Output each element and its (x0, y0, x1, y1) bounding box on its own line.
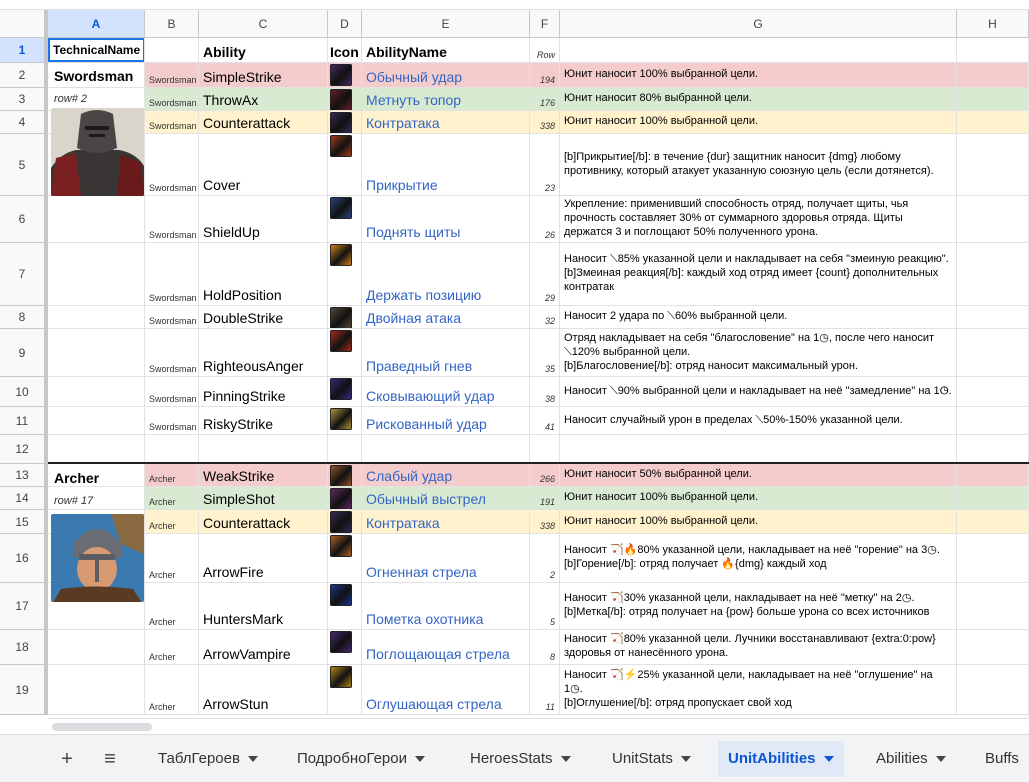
chevron-down-icon[interactable] (824, 756, 834, 762)
pin-icon (330, 378, 352, 400)
cell-row[interactable]: 23 (530, 134, 560, 195)
sheet-tab-label: Buffs (985, 750, 1019, 767)
cell-ability[interactable]: HoldPosition (199, 243, 328, 305)
cell-unit[interactable]: Archer (145, 630, 199, 664)
sheet-tab-abilities[interactable] (866, 741, 956, 777)
cell-h[interactable] (957, 510, 1029, 533)
cell-ability-name[interactable]: Обычный удар (362, 63, 530, 87)
cell-row[interactable]: 41 (530, 407, 560, 434)
cell-ability-name[interactable]: Обычный выстрел (362, 487, 530, 509)
cell-unit[interactable]: Swordsman (145, 111, 199, 133)
sheet-tab-label: UnitAbilities (728, 750, 816, 767)
row-header-18[interactable]: 18 (0, 630, 48, 665)
shot-icon (330, 488, 352, 509)
cell-row[interactable]: 32 (530, 306, 560, 328)
cell-unit[interactable]: Swordsman (145, 88, 199, 110)
cell-ability[interactable]: ArrowStun (199, 665, 328, 714)
cell-description[interactable]: [b]Прикрытие[/b]: в течение {dur} защитник наносит {dmg} любому противнику, который атакует указанную союзную цель (если дотянется). (560, 134, 957, 195)
sheet-tab-label: Abilities (876, 750, 928, 767)
ability-name-header[interactable]: AbilityName (362, 38, 530, 62)
cell-h[interactable] (957, 88, 1029, 110)
table-row (48, 243, 1029, 306)
cell-ability-name[interactable]: Контратака (362, 510, 530, 533)
table-row (48, 407, 1029, 435)
cover-icon (330, 135, 352, 157)
cell-unit[interactable]: Archer (145, 534, 199, 582)
cell-technical-name[interactable] (48, 329, 145, 376)
cell-ability[interactable]: Counterattack (199, 111, 328, 133)
cell-icon[interactable] (328, 243, 362, 305)
cell-unit[interactable]: Swordsman (145, 134, 199, 195)
cell-description[interactable]: Наносит случайный урон в пределах ⟍50%-150% указанной цели. (560, 407, 957, 434)
column-header-b[interactable]: B (145, 10, 199, 38)
column-header-d[interactable]: D (328, 10, 362, 38)
column-header-g[interactable]: G (560, 10, 957, 38)
cell-ability[interactable]: DoubleStrike (199, 306, 328, 328)
row-header-14[interactable]: 14 (0, 487, 48, 510)
sheet-tab-label: ПодробноГерои (297, 750, 407, 767)
unit-row-label-swordsman: row# 2 (54, 93, 88, 105)
unit-name-swordsman: Swordsman (54, 68, 134, 84)
row-header-19[interactable]: 19 (0, 665, 48, 715)
cell-technical-name[interactable] (48, 196, 145, 242)
chevron-down-icon[interactable] (681, 756, 691, 762)
cell-description[interactable] (560, 435, 957, 462)
strike-icon (330, 64, 352, 86)
row-header-15[interactable]: 15 (0, 510, 48, 534)
cell-technical-name[interactable] (48, 377, 145, 406)
cell-row[interactable]: 5 (530, 583, 560, 629)
cell-ability-name[interactable]: Метнуть топор (362, 88, 530, 110)
cell-row[interactable]: 35 (530, 329, 560, 376)
chevron-down-icon[interactable] (936, 756, 946, 762)
table-row (48, 665, 1029, 715)
double-icon (330, 307, 352, 328)
cell-row[interactable]: 38 (530, 377, 560, 406)
row-header-2[interactable]: 2 (0, 63, 48, 88)
cell-ability[interactable]: RiskyStrike (199, 407, 328, 434)
risky-icon (330, 408, 352, 430)
counter-icon (330, 112, 352, 133)
table-row (48, 329, 1029, 377)
cell-icon[interactable] (328, 583, 362, 629)
horizontal-scrollbar-thumb[interactable] (52, 723, 152, 731)
row-header-8[interactable]: 8 (0, 306, 48, 329)
cell-icon[interactable] (328, 510, 362, 533)
shield-icon (330, 197, 352, 219)
throw-icon (330, 89, 352, 110)
cell-unit[interactable]: Swordsman (145, 196, 199, 242)
cell-ability[interactable]: PinningStrike (199, 377, 328, 406)
cell-unit[interactable]: Swordsman (145, 377, 199, 406)
cell-icon[interactable] (328, 306, 362, 328)
unit-name-archer: Archer (54, 470, 100, 486)
cell-description[interactable]: Наносит 🏹80% указанной цели. Лучники восстанавливают {extra:0:pow} здоровья от нанесённого урона. (560, 630, 957, 664)
cell-ability-name[interactable]: Пометка охотника (362, 583, 530, 629)
cell-unit[interactable]: Swordsman (145, 329, 199, 376)
cell-unit[interactable]: Archer (145, 487, 199, 509)
cell-icon[interactable] (328, 88, 362, 110)
cell-h[interactable] (957, 329, 1029, 376)
weak-icon (330, 465, 352, 486)
cell-ability-name[interactable]: Сковывающий удар (362, 377, 530, 406)
sheet-tab-подробногерои[interactable] (287, 741, 435, 777)
stun-icon (330, 666, 352, 688)
cell-description[interactable]: Наносит 🏹🔥80% указанной цели, накладывает на неё "горение" на 3◷. [b]Горение[/b]: отряд получает 🔥{dmg} каждый ход (560, 534, 957, 582)
table-row (48, 88, 1029, 111)
table-row (48, 435, 1029, 464)
row-header-16[interactable]: 16 (0, 534, 48, 583)
vampire-icon (330, 631, 352, 653)
cell-ability[interactable]: ThrowAx (199, 88, 328, 110)
cell-description[interactable]: Юнит наносит 100% выбранной цели. (560, 111, 957, 133)
cell-icon[interactable] (328, 134, 362, 195)
row-header-3[interactable]: 3 (0, 88, 48, 111)
cell-icon[interactable] (328, 435, 362, 462)
cell-icon[interactable] (328, 630, 362, 664)
row-header-11[interactable]: 11 (0, 407, 48, 435)
cell-ability[interactable]: RighteousAnger (199, 329, 328, 376)
table-row (48, 534, 1029, 583)
cell-unit[interactable]: Swordsman (145, 243, 199, 305)
column-header-f[interactable]: F (530, 10, 560, 38)
cell-h[interactable] (957, 243, 1029, 305)
all-sheets-menu-button[interactable]: ≡ (104, 748, 116, 770)
cell-unit[interactable]: Swordsman (145, 407, 199, 434)
cell-technical-name[interactable] (48, 630, 145, 664)
cell-icon[interactable] (328, 534, 362, 582)
table-row (48, 487, 1029, 510)
cell-row[interactable]: 29 (530, 243, 560, 305)
cell-h[interactable] (957, 583, 1029, 629)
cell-ability-name[interactable]: Двойная атака (362, 306, 530, 328)
sheet-tab-label: ТаблГероев (158, 750, 240, 767)
cell-ability[interactable]: SimpleStrike (199, 63, 328, 87)
header-row (48, 38, 1029, 63)
cell-row[interactable]: 26 (530, 196, 560, 242)
cell-h[interactable] (957, 111, 1029, 133)
table-row (48, 134, 1029, 196)
cell-unit[interactable]: Archer (145, 583, 199, 629)
cell-ability-name[interactable]: Прикрытие (362, 134, 530, 195)
cell-h[interactable] (957, 464, 1029, 486)
cell-ability[interactable]: WeakStrike (199, 464, 328, 486)
column-header-e[interactable]: E (362, 10, 530, 38)
add-sheet-button[interactable]: + (61, 748, 73, 770)
cell-ability[interactable]: Cover (199, 134, 328, 195)
hold-icon (330, 244, 352, 266)
cell-description[interactable]: Юнит наносит 100% выбранной цели. (560, 510, 957, 533)
cell-row[interactable]: 191 (530, 487, 560, 509)
cell-row[interactable]: 194 (530, 63, 560, 87)
cell-icon[interactable] (328, 377, 362, 406)
column-header-c[interactable]: C (199, 10, 328, 38)
cell-h[interactable] (957, 534, 1029, 582)
anger-icon (330, 330, 352, 352)
cell-h[interactable] (957, 407, 1029, 434)
cell-technical-name[interactable] (48, 306, 145, 328)
cell-h[interactable] (957, 134, 1029, 195)
cell-icon[interactable] (328, 329, 362, 376)
cell-ability-name[interactable]: Поднять щиты (362, 196, 530, 242)
row-header-7[interactable]: 7 (0, 243, 48, 306)
cell-icon[interactable] (328, 487, 362, 509)
cell-icon[interactable] (328, 63, 362, 87)
cell-row[interactable]: 2 (530, 534, 560, 582)
cell-ability-name[interactable]: Рискованный удар (362, 407, 530, 434)
cell-description[interactable]: Наносит 2 удара по ⟍60% выбранной цели. (560, 306, 957, 328)
row-header-5[interactable]: 5 (0, 134, 48, 196)
icon-header[interactable]: Icon (328, 38, 362, 62)
sheet-tab-label: HeroesStats (470, 750, 553, 767)
sheet-tab-bar (0, 734, 1029, 782)
chevron-down-icon[interactable] (561, 756, 571, 762)
sheet-tab-таблгероев[interactable] (148, 741, 268, 777)
cell-icon[interactable] (328, 407, 362, 434)
cell-ability-name[interactable]: Поглощающая стрела (362, 630, 530, 664)
cell-row[interactable]: 266 (530, 464, 560, 486)
cell-row[interactable]: 11 (530, 665, 560, 714)
row-header-6[interactable]: 6 (0, 196, 48, 243)
cell-ability-name[interactable]: Держать позицию (362, 243, 530, 305)
cell-h[interactable] (957, 63, 1029, 87)
sheet-tab-label: UnitStats (612, 750, 673, 767)
mark-icon (330, 584, 352, 606)
cell-icon[interactable] (328, 196, 362, 242)
row-header-9[interactable]: 9 (0, 329, 48, 377)
cell-ability[interactable]: ArrowVampire (199, 630, 328, 664)
cell-row[interactable] (530, 435, 560, 462)
cell-h[interactable] (957, 306, 1029, 328)
swordsman-portrait (51, 108, 144, 196)
cell-unit[interactable]: Swordsman (145, 306, 199, 328)
cell-ability-name[interactable]: Слабый удар (362, 464, 530, 486)
table-row (48, 111, 1029, 134)
archer-portrait (51, 514, 144, 602)
horizontal-scrollbar[interactable] (48, 718, 1029, 734)
cell-technical-name[interactable] (48, 665, 145, 714)
cell-description[interactable]: Наносит 🏹30% указанной цели, накладывает на неё "метку" на 2◷. [b]Метка[/b]: отряд получает на {pow} больше урона со всех источников (560, 583, 957, 629)
cell-icon[interactable] (328, 665, 362, 714)
row-header-1[interactable]: 1 (0, 38, 48, 63)
sheet-tab-buffs[interactable] (975, 741, 1029, 777)
cell-ability[interactable]: ShieldUp (199, 196, 328, 242)
cell-description[interactable]: Юнит наносит 100% выбранной цели. (560, 487, 957, 509)
cell-description[interactable]: Юнит наносит 50% выбранной цели. (560, 464, 957, 486)
table-row (48, 377, 1029, 407)
cell-ability[interactable] (199, 435, 328, 462)
cell-ability-name[interactable]: Оглушающая стрела (362, 665, 530, 714)
table-row (48, 583, 1029, 630)
cell-ability[interactable]: SimpleShot (199, 487, 328, 509)
toolbar-strip (0, 0, 1029, 10)
cell-h[interactable] (957, 196, 1029, 242)
column-header-h[interactable]: H (957, 10, 1029, 38)
cell-ability[interactable]: HuntersMark (199, 583, 328, 629)
spreadsheet-grid[interactable] (48, 38, 1029, 733)
cell-unit[interactable]: Archer (145, 510, 199, 533)
cell-description[interactable]: Наносит 🏹⚡25% указанной цели, накладывает на неё "оглушение" на 1◷. [b]Оглушение[/b]: отряд пропускает свой ход (560, 665, 957, 714)
cell-unit[interactable] (145, 435, 199, 462)
fire-arrow-icon (330, 535, 352, 557)
cell-ability[interactable]: ArrowFire (199, 534, 328, 582)
sheet-tab-heroesstats[interactable] (460, 741, 581, 777)
row-header-13[interactable]: 13 (0, 464, 48, 487)
cell-row[interactable]: 176 (530, 88, 560, 110)
cell-description[interactable]: Отряд накладывает на себя "благословение" на 1◷, после чего наносит ⟍120% выбранной цели. [b]Благословение[/b]: отряд наносит максимальный урон. (560, 329, 957, 376)
cell-row[interactable]: 8 (530, 630, 560, 664)
cell-row[interactable]: 338 (530, 510, 560, 533)
ability-header[interactable]: Ability (199, 38, 328, 62)
unit-row-label-archer: row# 17 (54, 495, 94, 507)
table-row (48, 196, 1029, 243)
sheet-tab-unitstats[interactable] (602, 741, 701, 777)
table-row (48, 510, 1029, 534)
table-row (48, 63, 1029, 88)
cell-description[interactable]: Юнит наносит 100% выбранной цели. (560, 63, 957, 87)
row-header-10[interactable]: 10 (0, 377, 48, 407)
cell-unit[interactable]: Archer (145, 665, 199, 714)
cell-h[interactable] (957, 487, 1029, 509)
cell-ability-name[interactable] (362, 435, 530, 462)
cell-unit[interactable]: Archer (145, 464, 199, 486)
cell-row[interactable]: 338 (530, 111, 560, 133)
chevron-down-icon[interactable] (248, 756, 258, 762)
cell-ability-name[interactable]: Огненная стрела (362, 534, 530, 582)
chevron-down-icon[interactable] (415, 756, 425, 762)
cell-description[interactable]: Юнит наносит 80% выбранной цели. (560, 88, 957, 110)
cell-technical-name[interactable] (48, 243, 145, 305)
cell-description[interactable]: Укрепление: применивший способность отряд, получает щиты, чья прочность составляет 30% от суммарного здоровья отряда. Щиты держатся 3 и поглощают 50% полученного урона. (560, 196, 957, 242)
cell-ability[interactable]: Counterattack (199, 510, 328, 533)
sheet-tab-unitabilities[interactable] (718, 741, 844, 777)
row-header[interactable]: Row (530, 38, 560, 62)
cell-ability-name[interactable]: Праведный гнев (362, 329, 530, 376)
cell-h[interactable] (957, 665, 1029, 714)
counter-icon (330, 511, 352, 533)
column-header-a[interactable]: A (48, 10, 145, 38)
table-row (48, 630, 1029, 665)
cell-h[interactable] (957, 630, 1029, 664)
cell-icon[interactable] (328, 464, 362, 486)
cell-technical-name-header[interactable]: TechnicalName (48, 38, 145, 62)
cell-description[interactable]: Наносит ⟍85% указанной цели и накладывает на себя "змеиную реакцию". [b]Змеиная реакция[/b]: каждый ход отряд имеет {count} дополнительных контратак (560, 243, 957, 305)
column-headers (0, 10, 1029, 38)
cell-h[interactable] (957, 377, 1029, 406)
cell-description[interactable]: Наносит ⟍90% выбранной цели и накладывает на неё "замедление" на 1◷. (560, 377, 957, 406)
cell-h[interactable] (957, 435, 1029, 462)
row-header-12[interactable]: 12 (0, 435, 48, 464)
row-header-17[interactable]: 17 (0, 583, 48, 630)
cell-ability-name[interactable]: Контратака (362, 111, 530, 133)
table-row (48, 306, 1029, 329)
cell-unit[interactable]: Swordsman (145, 63, 199, 87)
table-row (48, 464, 1029, 487)
row-header-4[interactable]: 4 (0, 111, 48, 134)
cell-icon[interactable] (328, 111, 362, 133)
cell-technical-name[interactable] (48, 435, 145, 462)
cell-technical-name[interactable] (48, 407, 145, 434)
